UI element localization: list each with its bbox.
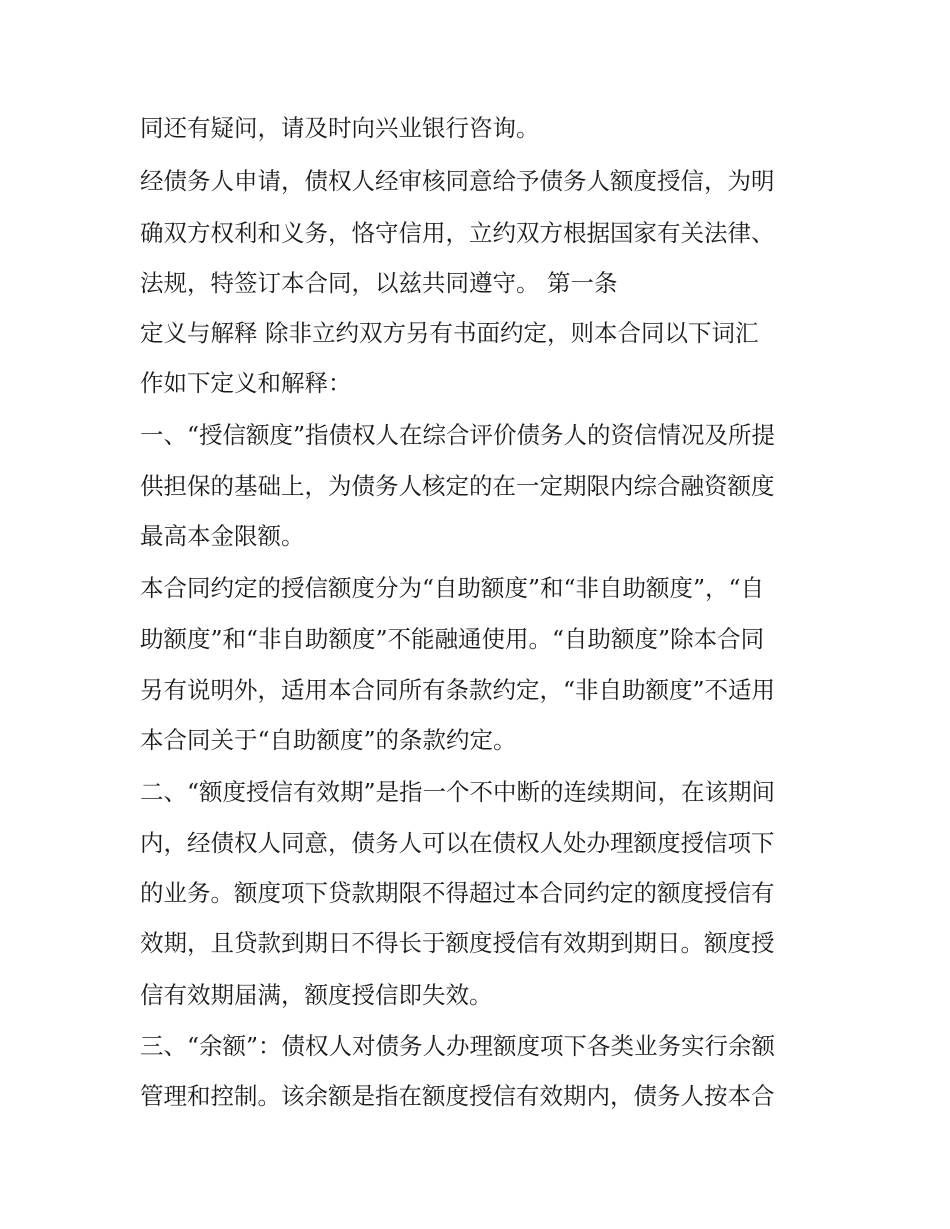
text-line: 的业务。额度项下贷款期限不得超过本合同约定的额度授信有 (140, 879, 775, 907)
text-line: 一、“授信额度”指债权人在综合评价债务人的资信情况及所提 (140, 421, 776, 449)
text-line: 经债务人申请，债权人经审核同意给予债务人额度授信，为明 (140, 167, 775, 195)
text-line: 三、“余额”：债权人对债务人办理额度项下各类业务实行余额 (140, 1032, 776, 1060)
text-line: 效期，且贷款到期日不得长于额度授信有效期到期日。额度授 (140, 929, 775, 957)
text-line: 管理和控制。该余额是指在额度授信有效期内，债务人按本合 (140, 1082, 775, 1110)
text-line: 本合同约定的授信额度分为“自助额度”和“非自助额度”，“自 (140, 574, 765, 602)
text-line: 供担保的基础上，为债务人核定的在一定期限内综合融资额度 (140, 472, 775, 500)
text-line: 作如下定义和解释： (140, 369, 352, 397)
text-line: 本合同关于“自助额度”的条款约定。 (140, 726, 517, 754)
text-line: 助额度”和“非自助额度”不能融通使用。“自助额度”除本合同 (140, 625, 765, 653)
text-line: 最高本金限额。 (140, 522, 305, 550)
text-line: 定义与解释 除非立约双方另有书面约定，则本合同以下词汇 (140, 319, 759, 347)
text-line: 确双方权利和义务，恪守信用，立约双方根据国家有关法律、 (140, 219, 775, 247)
text-line: 法规，特签订本合同，以兹共同遵守。 第一条 (140, 269, 618, 297)
text-line: 内，经债权人同意，债务人可以在债权人处办理额度授信项下 (140, 829, 775, 857)
text-line: 另有说明外，适用本合同所有条款约定，“非自助额度”不适用 (140, 676, 776, 704)
text-line: 同还有疑问，请及时向兴业银行咨询。 (140, 114, 540, 142)
text-line: 信有效期届满，额度授信即失效。 (140, 981, 493, 1009)
text-line: 二、“额度授信有效期”是指一个不中断的连续期间，在该期间 (140, 778, 776, 806)
